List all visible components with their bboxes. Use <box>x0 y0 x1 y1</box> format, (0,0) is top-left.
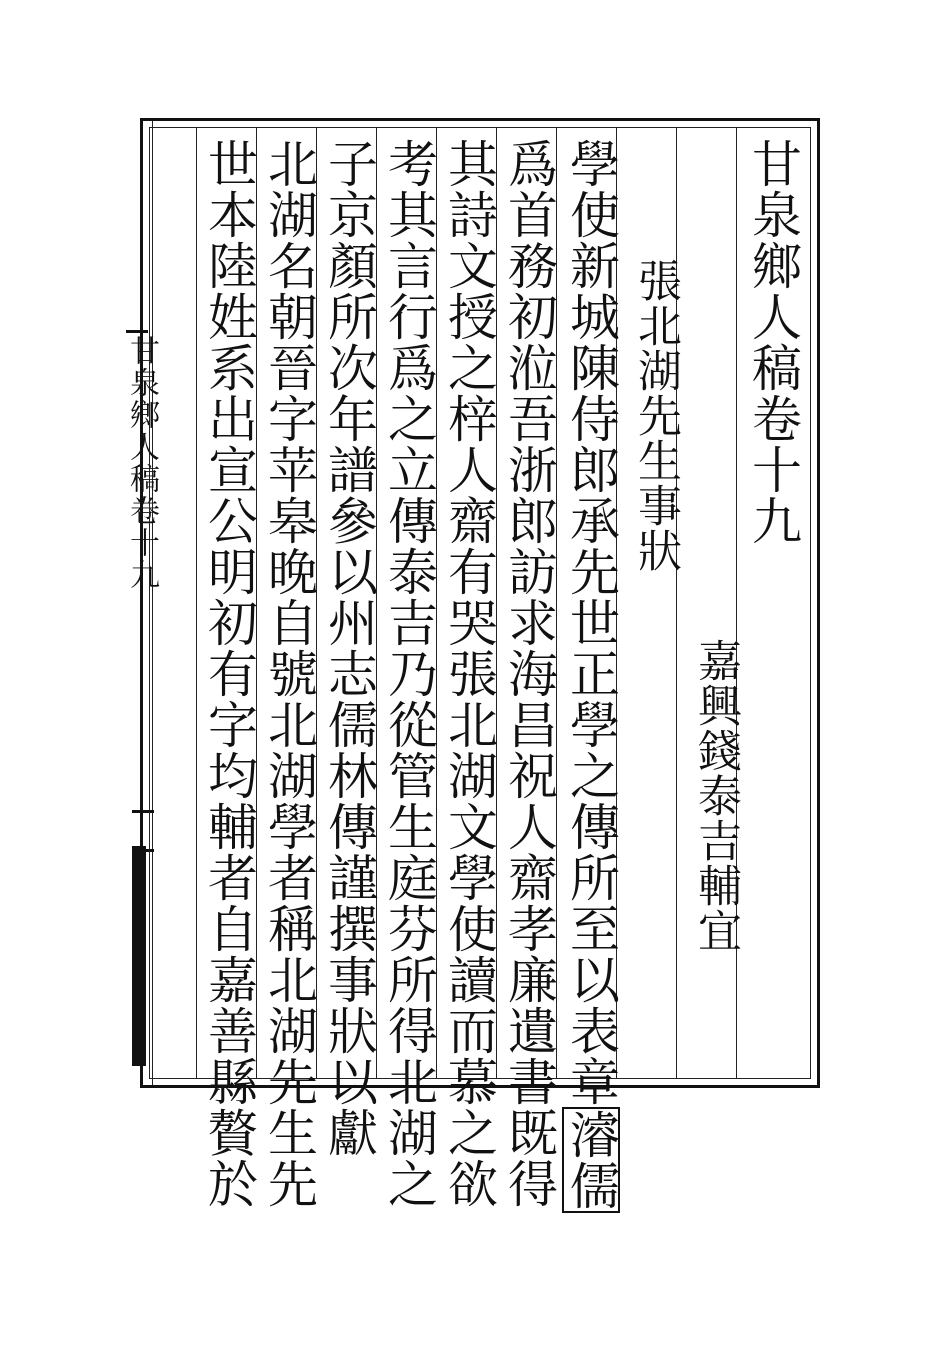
text-line-4: 考其言行爲之立傳泰吉乃從管生庭芬所得北湖之 <box>380 138 438 1209</box>
boxed-phrase: 濬儒 <box>562 1109 620 1211</box>
text-line-7: 世本陸姓系出宣公明初有字均輔者自嘉善縣贅於 <box>200 138 258 1209</box>
text-line-5: 子京顏所次年譜參以州志儒林傳謹撰事狀以獻 <box>320 138 378 1158</box>
column-rule <box>196 128 197 1078</box>
text-line-6: 北湖名朝晉字苹皋晚自號北湖學者稱北湖先生先 <box>260 138 318 1209</box>
author-line: 嘉興錢泰吉輔宜 <box>690 638 741 953</box>
page-frame-inner <box>149 127 811 1211</box>
margin-title: 甘泉鄉人稿卷十九 <box>124 335 159 591</box>
text-line-2: 爲首務初涖吾浙郎訪求海昌祝人齋孝廉遺書既得 <box>500 138 558 1209</box>
text-line-1 <box>562 138 620 1213</box>
text-line-3: 其詩文授之梓人齋有哭張北湖文學使讀而慕之欲 <box>440 138 498 1209</box>
text-line-1-body: 學使新城陳侍郎承先世正學之傳所至以表章 <box>562 138 620 1107</box>
book-title: 甘泉鄉人稿卷十九 <box>744 138 802 546</box>
section-title: 張北湖先生事狀 <box>630 258 681 573</box>
page-frame <box>140 118 820 1211</box>
